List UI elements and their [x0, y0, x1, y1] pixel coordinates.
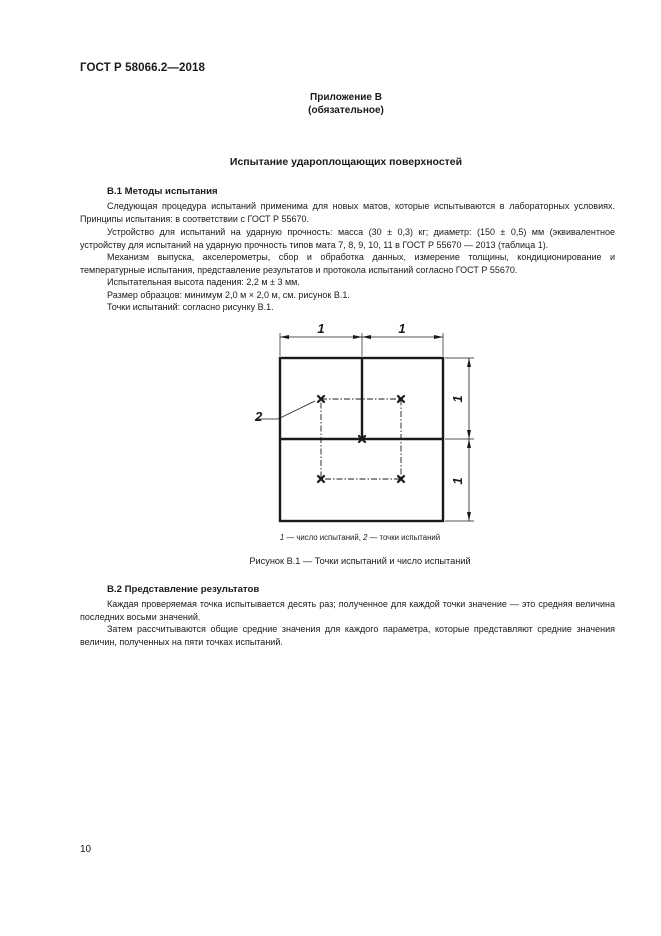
document-standard-header: ГОСТ Р 58066.2—2018	[80, 62, 205, 74]
arrow-head	[467, 512, 471, 521]
arrow-head	[280, 335, 289, 339]
legend-number-2: 2	[363, 533, 368, 542]
callout-label: 2	[255, 409, 263, 424]
section-1-line-2: Размер образцов: минимум 2,0 м × 2,0 м, см. рисунок В.1.	[107, 290, 350, 300]
section-1-paragraph-3-text: Механизм выпуска, акселерометры, сбор и обработка данных, измерение толщины, кондиционирование и температурные испытания, представление результатов и протокола испытаний согласно ГОСТ Р 55670.	[80, 252, 615, 275]
section-2-heading: В.2 Представление результатов	[107, 584, 260, 595]
appendix-heading: Испытание удароплощающих поверхностей	[229, 156, 463, 168]
section-2-paragraph-1-text: Каждая проверяемая точка испытывается десять раз; полученное для каждой точки значение — это средняя величина последних восьми значений.	[80, 599, 615, 622]
arrow-head	[362, 335, 371, 339]
legend-number-1: 1	[279, 533, 285, 542]
page-number: 10	[80, 844, 92, 855]
figure-legend	[0, 533, 661, 542]
section-1-line-1: Испытательная высота падения: 2,2 м ± 3 мм.	[107, 277, 300, 287]
arrow-head	[467, 358, 471, 367]
section-1-heading: В.1 Методы испытания	[107, 186, 218, 197]
dim-label-right-lower: 1	[450, 477, 465, 485]
legend-text-2: — точки испытаний	[367, 533, 441, 542]
dim-label-top-left: 1	[317, 321, 325, 336]
figure-caption: Рисунок В.1 — Точки испытаний и число испытаний	[249, 556, 471, 566]
dim-label-top-right: 1	[398, 321, 406, 336]
appendix-status: (обязательное)	[308, 105, 384, 116]
section-1-paragraph-2-text: Устройство для испытаний на ударную прочность: масса (30 ± 0,3) кг; диаметр: (150 ± 0,5) мм (эквивалентное устройству для испытаний на ударную прочность типов мата 7, 8, 9, 10, 11 в ГОСТ Р 55670 — 2013 (таблица 1).	[80, 227, 615, 250]
section-2-paragraph-1	[80, 598, 615, 623]
section-2-paragraph-2	[80, 623, 615, 648]
arrow-head	[434, 335, 443, 339]
section-1-line-3: Точки испытаний: согласно рисунку В.1.	[107, 302, 274, 312]
section-2-paragraph-2-text: Затем рассчитываются общие средние значения для каждого параметра, которые представляют средние значения величин, полученных на пяти точках испытаний.	[80, 624, 615, 647]
callout-leader-line	[256, 401, 315, 419]
section-1-paragraph-1-text: Следующая процедура испытаний применима для новых матов, которые испытываются в лабораторных условиях. Принципы испытания: в соответствии с ГОСТ Р 55670.	[80, 201, 615, 224]
arrow-head	[467, 430, 471, 439]
appendix-title: Приложение В	[310, 92, 382, 103]
arrow-head	[353, 335, 362, 339]
arrow-head	[467, 439, 471, 448]
dim-label-right-upper: 1	[450, 395, 465, 403]
legend-text-1: — число испытаний,	[284, 533, 364, 542]
